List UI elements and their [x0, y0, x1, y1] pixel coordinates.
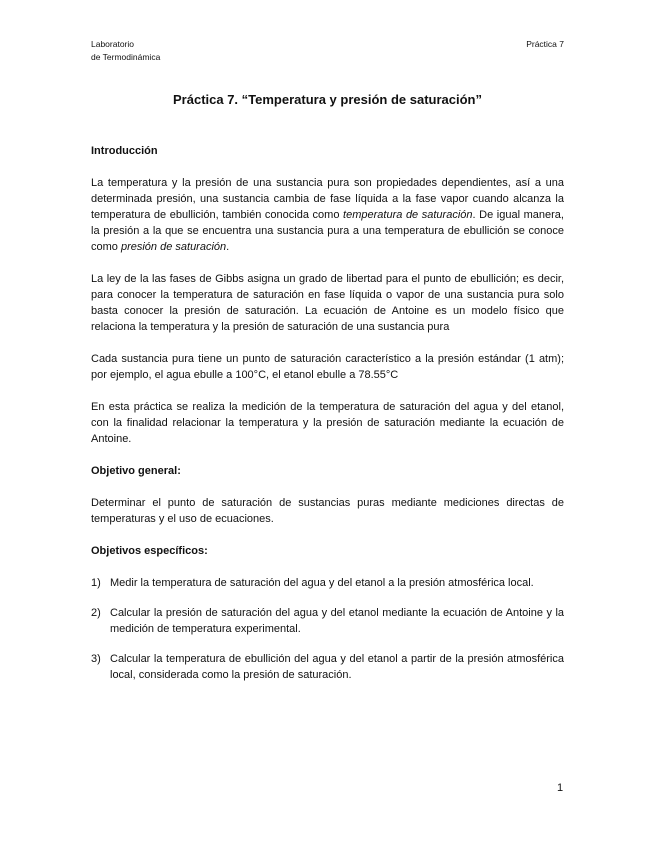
- list-item: [91, 605, 564, 637]
- page-number: 1: [557, 782, 564, 794]
- list-item: [91, 651, 564, 683]
- intro-p1-text-b: . De igual manera, la presión a la que se encuentra una sustancia pura a una temperatura de ebullición se conoce como: [91, 209, 564, 253]
- document-body: [91, 91, 564, 697]
- intro-paragraph-2: La ley de la las fases de Gibbs asigna un grado de libertad para el punto de ebullición; es decir, para conocer la temperatura de saturación en fase líquida o vapor de una sustancia pura solo basta conocer la presión de saturación. La ecuación de Antoine es un modelo físico que relaciona la temperatura y la presión de saturación de una sustancia pura: [91, 273, 564, 333]
- intro-paragraph-1: [91, 175, 564, 255]
- intro-p1-text-a: La temperatura y la presión de una sustancia pura son propiedades dependientes, así a una determinada presión, una sustancia cambia de fase líquida a la fase vapor cuando alcanza la temperatura de ebullición, también conocida como: [91, 177, 564, 221]
- intro-p1-emphasis-2: presión de saturación: [120, 241, 227, 253]
- intro-paragraph-3: Cada sustancia pura tiene un punto de saturación característico a la presión estándar (1 atm); por ejemplo, el agua ebulle a 100°C, el etanol ebulle a 78.55°C: [91, 353, 564, 381]
- general-objective-text: Determinar el punto de saturación de sustancias puras mediante mediciones directas de temperaturas y el uso de ecuaciones.: [91, 497, 564, 525]
- general-objective-heading: Objetivo general:: [91, 465, 181, 477]
- header-course-label: de Termodinámica: [91, 52, 161, 62]
- intro-p1-emphasis-1: temperatura de saturación: [343, 209, 473, 221]
- specific-objectives-heading: Objetivos específicos:: [91, 545, 208, 557]
- specific-objectives-list: [91, 575, 564, 683]
- list-item-number: 3): [91, 653, 101, 665]
- document-title: Práctica 7. “Temperatura y presión de saturación”: [173, 92, 482, 107]
- intro-p1-text-c: .: [226, 241, 230, 253]
- list-item-text: Medir la temperatura de saturación del agua y del etanol a la presión atmosférica local.: [110, 577, 534, 589]
- header-left: [91, 38, 160, 64]
- list-item-number: 1): [91, 577, 101, 589]
- list-item: [91, 575, 564, 591]
- intro-heading: Introducción: [91, 145, 158, 157]
- header-lab-label: Laboratorio: [91, 39, 135, 49]
- intro-paragraph-4: En esta práctica se realiza la medición de la temperatura de saturación del agua y del etanol, con la finalidad relacionar la temperatura y la presión de saturación mediante la ecuación de Antoine.: [91, 401, 564, 445]
- list-item-number: 2): [91, 607, 101, 619]
- list-item-text: Calcular la temperatura de ebullición del agua y del etanol a partir de la presión atmosférica local, considerada como la presión de saturación.: [110, 653, 564, 681]
- list-item-text: Calcular la presión de saturación del agua y del etanol mediante la ecuación de Antoine y la medición de temperatura experimental.: [110, 607, 564, 635]
- header-practice-label: Práctica 7: [526, 39, 564, 49]
